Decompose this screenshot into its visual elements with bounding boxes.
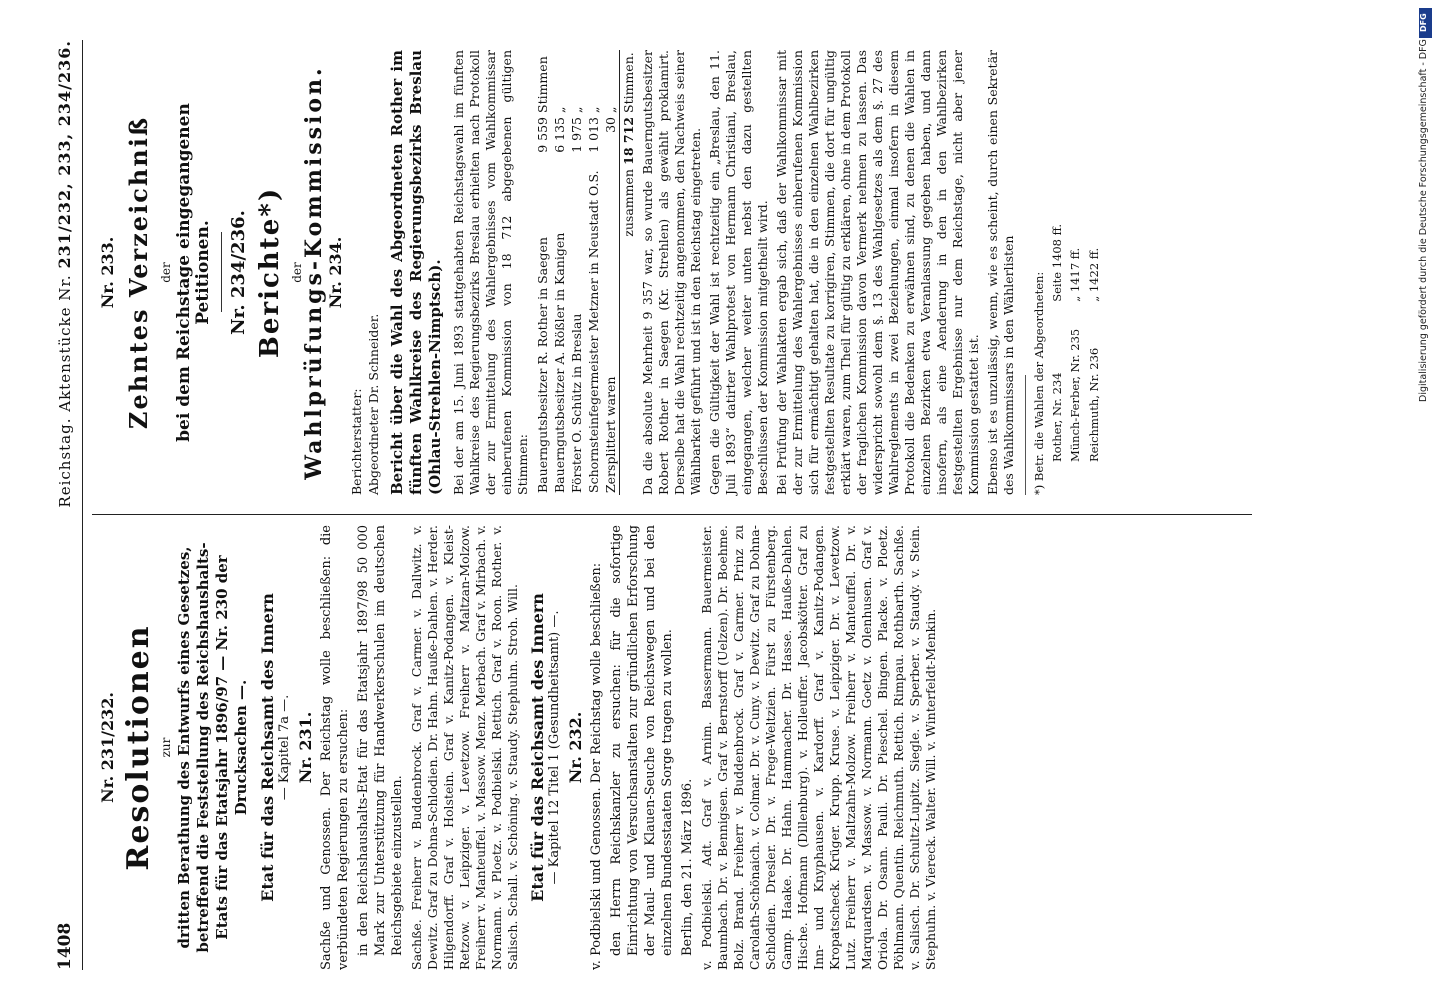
etat-heading-1: Etat für das Reichsamt des Innern bbox=[258, 593, 277, 902]
bericht-title: Bericht über die Wahl des Abgeordneten Rother im fünften Wahlkreise des Regierungsbezirks Breslau (Ohlau-Strehlen-Nimptsch). bbox=[388, 50, 444, 495]
footnote-row bbox=[1049, 200, 1066, 463]
kapitel-2: — Kapitel 12 Titel 1 (Gesundheitsamt) —. bbox=[547, 610, 562, 885]
footnote-rule bbox=[1025, 375, 1026, 495]
page-number: 1408 bbox=[54, 922, 75, 970]
section-divider bbox=[221, 233, 222, 313]
zur-label: zur bbox=[159, 737, 173, 758]
header-numbers: 231/232, 233, 234/236. bbox=[55, 40, 74, 269]
der-label-1: der bbox=[159, 262, 173, 283]
resolution-231-intro: Sachße und Genossen. Der Reichstag wolle beschließen: die verbündeten Regierungen zu ersuchen: bbox=[319, 525, 351, 970]
resolution-232-intro: v. Podbielski und Genossen. Der Reichstag wolle beschließen: bbox=[589, 562, 604, 970]
page-header bbox=[50, 40, 80, 970]
left-column bbox=[95, 525, 942, 970]
vote-value: 30 bbox=[603, 117, 618, 133]
bericht-para-2: Da die absolute Mehrheit 9 357 war, so wurde Bauerngutsbesitzer Robert Rother in Saegen (Kr. Strehlen) als gewählt proklamirt. Derselbe hat die Wahl rechtzeitig angenommen, den Nachweis seiner Wählbarkeit geführt und ist in den Reichstag eingetreten. bbox=[640, 50, 703, 495]
footnote-table bbox=[1047, 198, 1105, 465]
vote-label: Bauerngutsbesitzer R. Rother in Saegen bbox=[535, 237, 550, 493]
footnote bbox=[1032, 50, 1104, 495]
vote-label: Schornsteinfegermeister Metzner in Neustadt O.S. bbox=[586, 170, 601, 493]
footnote-row bbox=[1067, 200, 1084, 463]
header-middle: Reichstag. Aktenstücke Nr. bbox=[56, 274, 74, 508]
vote-unit: „ bbox=[586, 106, 601, 113]
header-divider bbox=[82, 40, 83, 970]
vote-label: Förster O. Schütz in Breslau bbox=[569, 313, 584, 493]
nr-234-236-heading: Nr. 234/236. bbox=[228, 210, 249, 335]
berichterstatter-name: Abgeordneter Dr. Schneider. bbox=[366, 313, 381, 495]
petitionen-subtitle: bei dem Reichstage eingegangenen Petitionen. bbox=[174, 103, 213, 442]
bericht-para-3: Gegen die Gültigkeit der Wahl ist rechtzeitig ein „Breslau, den 11. Juli 1893“ datirter Wahlprotest von Hermann Christiani, Breslau, eingegangen, welcher weiter unten nebst den dazu gestellten Beschlüssen der Kommission mitgetheilt wird. bbox=[707, 50, 770, 495]
vote-row bbox=[534, 50, 551, 495]
vote-unit: „ bbox=[603, 106, 618, 113]
vote-row bbox=[585, 50, 602, 495]
bericht-para-4: Bei Prüfung der Wahlakten ergab sich, daß der Wahlkommissar mit der zur Ermittelung des Wahlergebnisses einberufenen Kommission sich für ermächtigt gehalten hat, die in den einzelnen Wahlbezirken festgestellten Resultate zu korrigiren, Stimmen, die dort für ungültig erklärt waren, zum Theil für gültig zu erklären, ohne in dem Protokoll der fraglichen Kommission davon Vermerk nehmen zu lassen. Das widerspricht sowohl dem §. 13 des Wahlgesetzes als dem §. 27 des Wahlreglements in zwei Beziehungen, einmal insofern in diesem Protokoll die Bedenken zu erwähnen sind, zu denen die Wahlen in einzelnen Bezirken etwa Veranlassung gegeben haben, und dann insofern, als eine Aenderung in den in den Wahlbezirken festgestellten Ergebnisse nur dem Reichstage, nicht aber jener Kommission gestattet ist. bbox=[774, 50, 981, 495]
sidebar-credit bbox=[1418, 8, 1434, 992]
footnote-intro: *) Betr. die Wahlen der Abgeordneten: bbox=[1032, 271, 1046, 495]
footnote-ref: „ 1417 ff. bbox=[1068, 247, 1082, 302]
vote-row bbox=[602, 50, 620, 495]
column-divider bbox=[92, 514, 1252, 515]
resolution-date: Berlin, den 21. März 1896. bbox=[680, 778, 695, 956]
kapitel-1: — Kapitel 7a —. bbox=[277, 694, 292, 801]
vote-unit: „ bbox=[552, 106, 567, 113]
vote-value: 1 975 bbox=[569, 117, 584, 153]
resolutionen-title: Resolutionen bbox=[121, 624, 156, 871]
vote-total-label: zusammen bbox=[620, 167, 638, 495]
vote-table bbox=[534, 50, 637, 495]
nr-233-heading: Nr. 233. bbox=[98, 236, 117, 309]
nr-231-232-heading: Nr. 231/232. bbox=[98, 692, 117, 803]
berichterstatter-label: Berichterstatter: bbox=[349, 388, 364, 495]
vote-value: 9 559 bbox=[535, 117, 550, 153]
vote-unit: „ bbox=[569, 106, 584, 113]
der-label-2: der bbox=[290, 262, 304, 283]
vote-unit: Stimmen bbox=[535, 56, 550, 113]
resolution-subtitle: dritten Berathung des Entwurfs eines Gesetzes, betreffend die Feststellung des Reichshaushalts-Etats für das Etatsjahr 1896/97 — Nr. 230 der Drucksachen —. bbox=[175, 542, 250, 953]
nr-231-heading: Nr. 231. bbox=[296, 711, 315, 784]
vote-label: Zersplittert waren bbox=[603, 376, 618, 493]
header-title bbox=[56, 40, 74, 508]
resolution-231-text: in den Reichshaushalts-Etat für das Etatsjahr 1897/98 50 000 Mark zur Unterstützung für Handwerkerschulen im deutschen Reichsgebiete einzustellen. bbox=[356, 525, 405, 956]
vote-label: Bauerngutsbesitzer A. Rößler in Kanigen bbox=[552, 232, 567, 493]
footnote-name: Münch-Ferber, Nr. 235 bbox=[1068, 328, 1082, 462]
vote-total-value: 18 712 bbox=[620, 115, 638, 167]
bericht-para-1: Bei der am 15. Juni 1893 stattgehabten Reichstagswahl im fünften Wahlkreise des Regierungsbezirks Breslau erhielten nach Protokoll der zur Ermittelung des Wahlergebnisses vom Wahlkommissar einberufenen Kommission von 18 712 abgegebenen gültigen Stimmen: bbox=[451, 50, 530, 495]
footnote-row bbox=[1086, 200, 1103, 463]
verzeichniss-title: Zehntes Verzeichniß bbox=[124, 115, 153, 430]
dfg-logo: DFG bbox=[1419, 8, 1432, 38]
footnote-name: Rother, Nr. 234 bbox=[1049, 372, 1064, 462]
vote-total-row bbox=[620, 50, 638, 495]
signatories-232: v. Podbielski. Adt. Graf v. Arnim. Bassermann. Bauermeister. Baumbach. Dr. v. Bennigsen. Graf v. Bernstorff (Uelzen). Dr. Boehme. Bolz. Brand. Freiherr v. Buddenbrock. Graf v. Carmer. Prinz zu Carolath-Schönaich. v. Colmar. Dr. v. Cuny. v. Dewitz. Graf zu Dohna-Schlodien. Dresler. Dr. v. Frege-Weltzien. Fürst zu Fürstenberg. Gamp. Haake. Dr. Hahn. Hammacher. Dr. Hasse. Hauße-Dahlen. Hische. Hofmann (Dillenburg). v. Holleuffer. Jacobskötter. Graf zu Inn- und Knyphausen. v. Kardorff. Graf v. Kanitz-Podangen. Kropatscheck. Krüger. Krupp. Kruse. v. Leipziger. Dr. v. Levetzow. Lutz. Freiherr v. Maltzahn-Molzow. Freiherr v. Manteuffel. Dr. v. Marquardsen. v. Massow. v. Normann. Goetz v. Olenhusen. Graf v. Oriola. Dr. Osann. Pauli. Dr. Pieschel. Bingen. Placke. v. Ploetz. Pöhlmann. Quentin. Reichmuth. Rettich. Rimpau. Rothbarth. Sachße. v. Salisch. Dr. Schultz-Lupitz. Siegle. v. Sperber. v. Staudy. v. Stein. Stephuhn. v. Viereck. Walter. Will. v. Winterfeldt-Menkin. bbox=[699, 525, 938, 970]
dfg-credit-text: Digitalisierung gefördert durch die Deutsche Forschungsgemeinschaft - DFG bbox=[1418, 39, 1429, 402]
footnote-ref: „ 1422 ff. bbox=[1086, 247, 1101, 302]
resolution-232-text: den Herrn Reichskanzler zu ersuchen: für die sofortige Einrichtung von Versuchsanstalten zur gründlichen Erforschung der Maul- und Klauen-Seuche von Reichswegen und bei den einzelnen Bundesstaaten Sorge tragen zu wollen. bbox=[609, 525, 675, 956]
vote-value: 6 135 bbox=[552, 117, 567, 153]
etat-heading-2: Etat für das Reichsamt des Innern bbox=[528, 593, 547, 902]
berichte-title: Berichte*) bbox=[255, 186, 285, 359]
right-column bbox=[95, 50, 1104, 495]
vote-value: 1 013 bbox=[586, 117, 601, 153]
bericht-para-5: Ebenso ist es unzulässig, wenn, wie es scheint, durch einen Sekretär des Wahlkommissars in den Wählerlisten bbox=[985, 50, 1016, 495]
vote-total-unit: Stimmen. bbox=[620, 50, 638, 115]
wahlpruefungs-kommission: Wahlprüfungs-Kommission. bbox=[301, 65, 327, 480]
nr-234-heading: Nr. 234. bbox=[326, 236, 345, 309]
signatories-231: Sachße. Freiherr v. Buddenbrock. Graf v. Carmer. v. Dallwitz. v. Dewitz. Graf zu Dohna-Schlodien. Dr. Hahn. Hauße-Dahlen. v. Herder. Hilgendorff. Graf v. Holstein. Graf v. Kanitz-Podangen. v. Kleist-Retzow. v. Leipziger. v. Levetzow. Freiherr v. Maltzan-Molzow. Freiherr v. Manteuffel. v. Massow. Menz. Merbach. Graf v. Mirbach. v. Normann. v. Ploetz. v. Podbielski. Rettich. Graf v. Roon. Rother. v. Salisch. Schall. v. Schöning. v. Staudy. Stephuhn. Stroh. Will. bbox=[409, 525, 520, 970]
vote-row bbox=[568, 50, 585, 495]
vote-row bbox=[551, 50, 568, 495]
footnote-name: Reichmuth, Nr. 236 bbox=[1086, 347, 1101, 462]
footnote-ref: Seite 1408 ff. bbox=[1049, 223, 1064, 302]
nr-232-heading: Nr. 232. bbox=[566, 711, 585, 784]
